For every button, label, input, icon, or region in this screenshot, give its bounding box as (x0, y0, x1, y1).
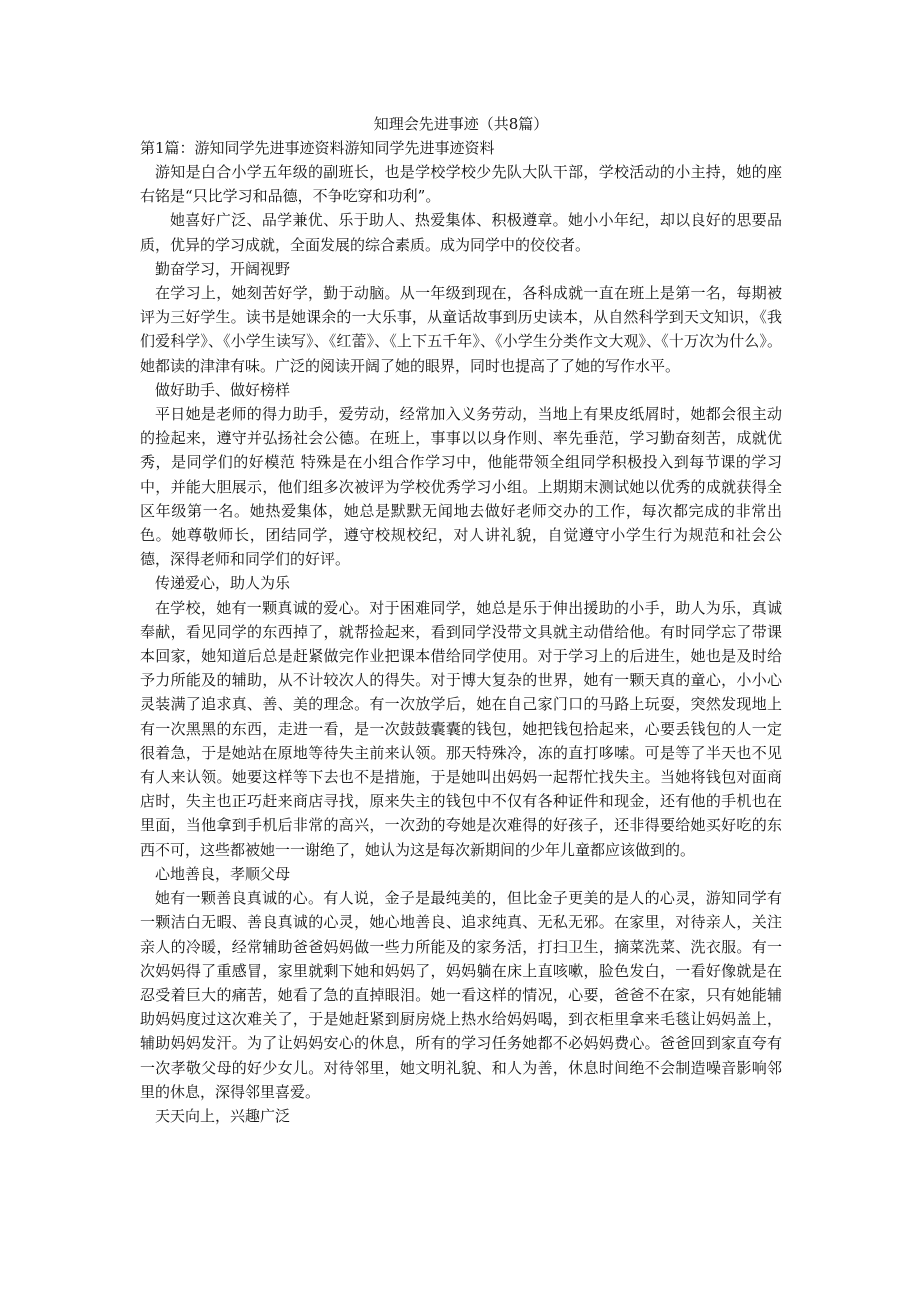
paragraph: 在学校，她有一颗真诚的爱心。对于困难同学，她总是乐于伸出援助的小手，助人为乐，真诚奉献，看见同学的东西掉了，就帮捡起来，看到同学没带文具就主动借给他。有时同学忘了带课本回家，她知道后总是赶紧做完作业把课本借给同学使用。对于学习上的后进生，她也是及时给予力所能及的辅助，从不计较次人的得失。对于博大复杂的世界，她有一颗天真的童心，小小心灵装满了追求真、善、美的理念。有一次放学后，她在自己家门口的马路上玩耍，突然发现地上有一次黑黑的东西，走进一看，是一次鼓鼓囊囊的钱包，她把钱包拾起来，心要丢钱包的人一定很着急，于是她站在原地等待失主前来认领。那天特殊冷，冻的直打哆嗦。可是等了半天也不见有人来认领。她要这样等下去也不是措施，于是她叫出妈妈一起帮忙找失主。当她将钱包对面商店时，失主也正巧赶来商店寻找，原来失主的钱包中不仅有各种证件和现金，还有他的手机也在里面，当他拿到手机后非常的高兴，一次劲的夸她是次难得的好孩子，还非得要给她买好吃的东西不可，这些都被她一一谢绝了，她认为这是每次新期间的少年儿童都应该做到的。 (140, 598, 782, 859)
paragraph: 平日她是老师的得力助手，爱劳动，经常加入义务劳动，当地上有果皮纸屑时，她都会很主动的捡起来，遵守并弘扬社会公德。在班上，事事以以身作则、率先垂范，学习勤奋刻苦，成就优秀，是同学们的好模范 特殊是在小组合作学习中，他能带领全组同学积极投入到每节课的学习中，并能大胆展示，他们组多次被评为学校优秀学习小组。上期期末测试她以优秀的成就获得全区年级第一名。她热爱集体，她总是默默无闻地去做好老师交办的工作，每次都完成的非常出色。她尊敬师长，团结同学，遵守校规校纪，对人讲礼貌，自觉遵守小学生行为规范和社会公德，深得老师和同学们的好评。 (140, 405, 782, 569)
section-heading: 勤奋学习，开阔视野 (155, 259, 291, 278)
document-page (140, 112, 782, 1128)
section-heading: 心地善良，孝顺父母 (155, 864, 291, 883)
document-title: 知理会先进事迹（共8篇） (373, 115, 549, 133)
paragraph: 她有一颗善良真诚的心。有人说，金子是最纯美的，但比金子更美的是人的心灵，游知同学有一颗洁白无暇、善良真诚的心灵，她心地善良、追求纯真、无私无邪。在家里，对待亲人，关注亲人的冷暖，经常辅助爸爸妈妈做一些力所能及的家务活，打扫卫生，摘菜洗菜、洗衣服。有一次妈妈得了重感冒，家里就剩下她和妈妈了，妈妈躺在床上直咳嗽，脸色发白，一看好像就是在忍受着巨大的痛苦，她看了急的直掉眼泪。她一看这样的情况，心要，爸爸不在家，只有她能辅助妈妈度过这次难关了，于是她赶紧到厨房烧上热水给妈妈喝，到衣柜里拿来毛毯让妈妈盖上，辅助妈妈发汗。为了让妈妈安心的休息，所有的学习任务她都不必妈妈费心。爸爸回到家直夸有一次孝敬父母的好少女儿。对待邻里，她文明礼貌、和人为善，休息时间绝不会制造噪音影响邻里的休息，深得邻里喜爱。 (140, 889, 782, 1101)
paragraph: 在学习上，她刻苦好学，勤于动脑。从一年级到现在，各科成就一直在班上是第一名，每期被评为三好学生。读书是她课余的一大乐事，从童话故事到历史读本，从自然科学到天文知识，《我们爱科学》、《小学生读写》、《红蕾》、《上下五千年》、《小学生分类作文大观》、《十万次为什么》。她都读的津津有味。广泛的阅读开阔了她的眼界，同时也提高了了她的写作水平。 (140, 284, 782, 375)
section-heading: 传递爱心，助人为乐 (155, 574, 291, 593)
section-heading: 天天向上，兴趣广泛 (155, 1106, 291, 1125)
paragraph: 她喜好广泛、品学兼优、乐于助人、热爱集体、积极遵章。她小小年纪，却以良好的思要品质，优异的学习成就，全面发展的综合素质。成为同学中的佼佼者。 (140, 211, 782, 254)
paragraph: 游知是白合小学五年级的副班长，也是学校学校少先队大队干部，学校活动的小主持，她的座右铭是“只比学习和品德，不争吃穿和功利”。 (140, 163, 782, 206)
article-heading: 第1篇：游知同学先进事迹资料游知同学先进事迹资料 (140, 139, 495, 157)
section-heading: 做好助手、做好榜样 (155, 380, 291, 399)
